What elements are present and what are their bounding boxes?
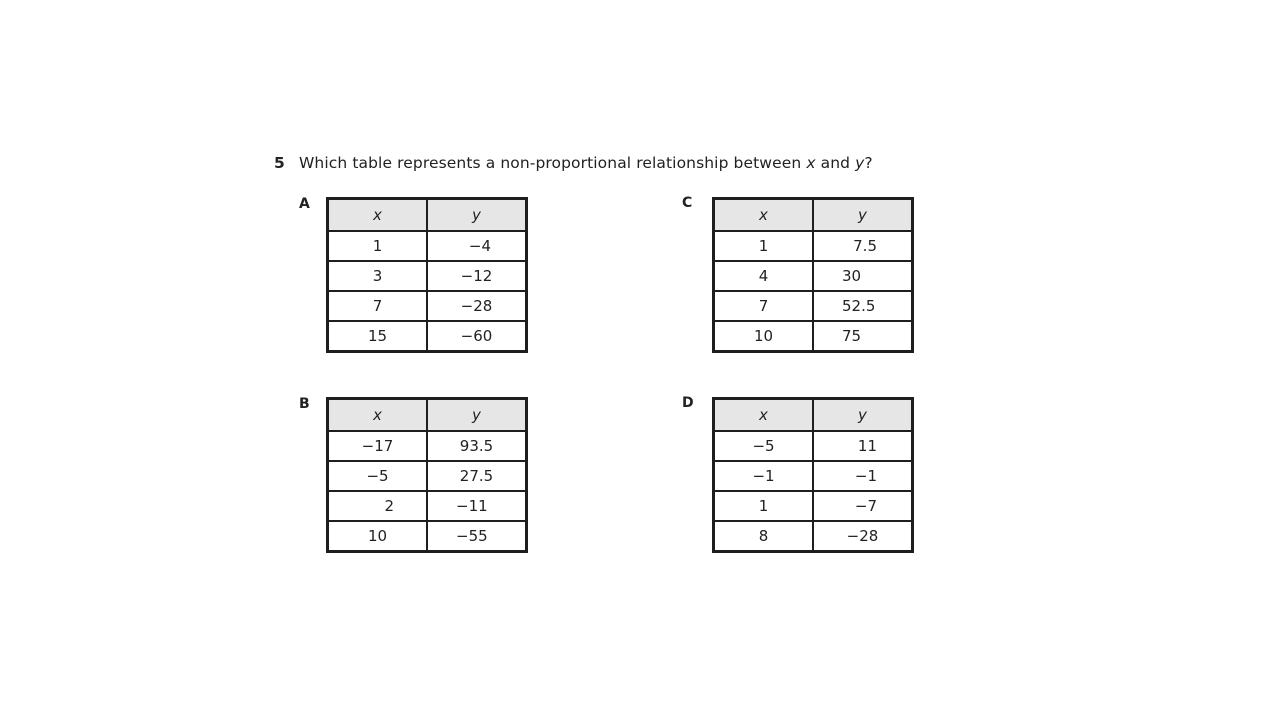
table-row (714, 461, 913, 491)
table-row (328, 491, 527, 521)
question-middle: and (815, 154, 856, 172)
table-row (328, 321, 527, 352)
cell-y: 93.5 (427, 431, 527, 461)
cell-x: 15 (328, 321, 428, 352)
question-prefix: Which table represents a non-proportional relationship between (299, 154, 807, 172)
cell-y: 75 (813, 321, 913, 352)
option-a-table (326, 197, 528, 353)
cell-y: 11 (813, 431, 913, 461)
table-row (714, 291, 913, 321)
col-header-y: y (813, 199, 913, 232)
cell-x: 7 (328, 291, 428, 321)
cell-x: 7 (714, 291, 814, 321)
option-c-table (712, 197, 914, 353)
option-d-letter[interactable]: D (682, 395, 694, 411)
table-row (328, 231, 527, 261)
col-header-x: x (714, 199, 814, 232)
table-row (714, 491, 913, 521)
cell-x: 3 (328, 261, 428, 291)
col-header-x: x (714, 399, 814, 432)
col-header-y: y (813, 399, 913, 432)
table-row (714, 431, 913, 461)
cell-x: 1 (328, 231, 428, 261)
option-c-letter[interactable]: C (682, 195, 693, 211)
table-row (328, 521, 527, 552)
cell-x: 1 (714, 491, 814, 521)
cell-y: −28 (427, 291, 527, 321)
cell-y: −11 (427, 491, 527, 521)
cell-y: 30 (813, 261, 913, 291)
table-row (714, 521, 913, 552)
cell-x: 4 (714, 261, 814, 291)
option-a-letter[interactable]: A (299, 196, 310, 212)
table-row (328, 461, 527, 491)
table-header-row (714, 199, 913, 232)
cell-y: 52.5 (813, 291, 913, 321)
table-row (328, 431, 527, 461)
cell-x: 10 (328, 521, 428, 552)
cell-y: −60 (427, 321, 527, 352)
table-header-row (328, 399, 527, 432)
cell-x: 1 (714, 231, 814, 261)
cell-x: −5 (714, 431, 814, 461)
question-number: 5 (274, 154, 285, 172)
table-row (714, 321, 913, 352)
cell-y: −1 (813, 461, 913, 491)
table-row (714, 231, 913, 261)
col-header-y: y (427, 199, 527, 232)
col-header-x: x (328, 199, 428, 232)
option-d-table (712, 397, 914, 553)
cell-x: −17 (328, 431, 428, 461)
option-b-table (326, 397, 528, 553)
question-text (274, 154, 873, 172)
cell-y: 7.5 (813, 231, 913, 261)
cell-x: 2 (328, 491, 428, 521)
question-var-x: x (806, 154, 816, 172)
table-row (328, 291, 527, 321)
col-header-x: x (328, 399, 428, 432)
cell-y: −4 (427, 231, 527, 261)
cell-x: 10 (714, 321, 814, 352)
cell-y: −12 (427, 261, 527, 291)
cell-x: 8 (714, 521, 814, 552)
cell-y: −7 (813, 491, 913, 521)
table-row (328, 261, 527, 291)
table-row (714, 261, 913, 291)
cell-y: −55 (427, 521, 527, 552)
cell-y: 27.5 (427, 461, 527, 491)
question-suffix: ? (864, 154, 873, 172)
cell-x: −5 (328, 461, 428, 491)
table-header-row (714, 399, 913, 432)
option-b-letter[interactable]: B (299, 396, 310, 412)
cell-x: −1 (714, 461, 814, 491)
table-header-row (328, 199, 527, 232)
question-var-y: y (855, 154, 865, 172)
col-header-y: y (427, 399, 527, 432)
cell-y: −28 (813, 521, 913, 552)
